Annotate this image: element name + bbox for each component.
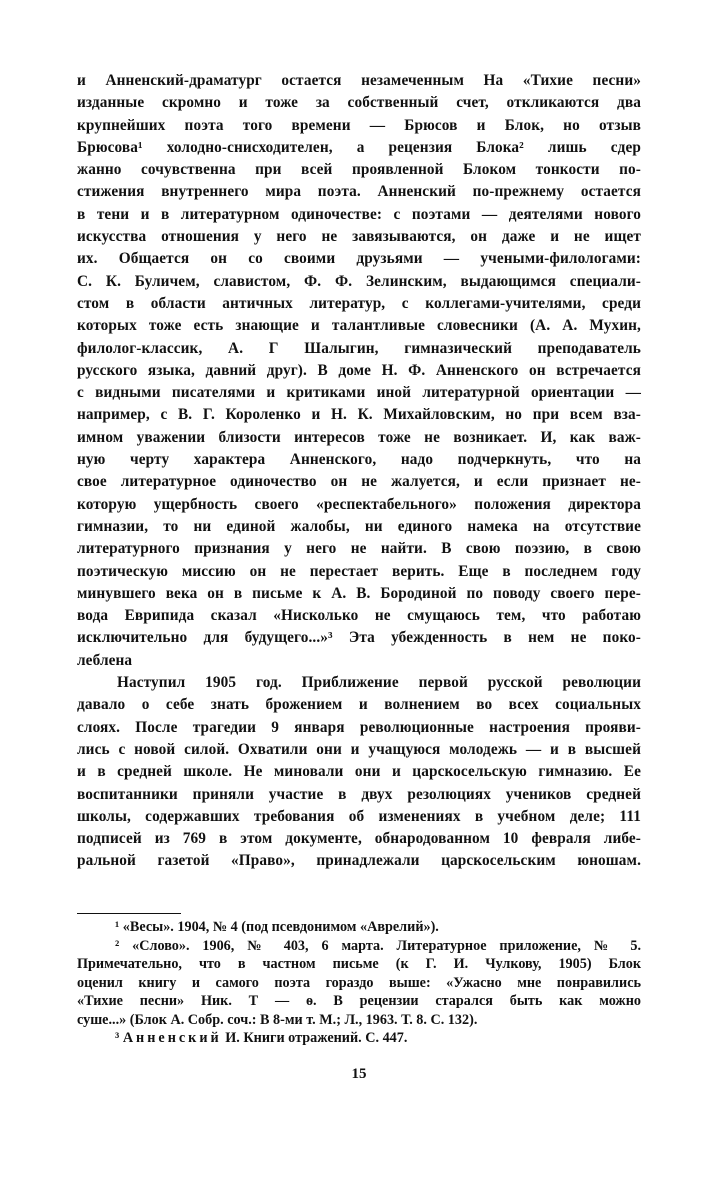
text-line: С. К. Буличем, славистом, Ф. Ф. Зелинским, выдающимся специали-: [77, 272, 641, 290]
text-line: в тени и в литературном одиночестве: с поэтами — деятелями нового: [77, 205, 641, 223]
text-line: поэтическую миссию он не перестает верить. Еще в последнем году: [77, 562, 641, 580]
paragraph-1: [77, 70, 641, 672]
main-text: [77, 70, 641, 873]
paragraph-2: [77, 672, 641, 873]
text-line: русского языка, давний друг). В доме Н. Ф. Анненского он встречается: [77, 361, 641, 379]
text-line: и в средней школе. Не миновали они и царскосельскую гимназию. Ее: [77, 763, 641, 781]
page-body: [77, 70, 641, 873]
text-line: свое литературное одиночество он не жалуется, и если признает не-: [77, 473, 641, 491]
text-line: литературного признания у него не найти. В свою поэзию, в свою: [77, 540, 641, 558]
text-line: стижения внутреннего мира поэта. Анненский по-прежнему остается: [77, 183, 641, 201]
text-line: например, с В. Г. Короленко и Н. К. Михайловским, но при всем вза-: [77, 406, 641, 424]
footnote-2-line: оценил книгу и самого поэта гораздо выше: «Ужасно мне понравились: [77, 974, 641, 991]
text-line: вода Еврипида сказал «Нисколько не смущаюсь тем, что работаю: [77, 607, 641, 625]
text-line: искусства отношения у него не завязываются, он даже и не ищет: [77, 228, 641, 246]
footnote-3-number: ³: [115, 1030, 120, 1046]
footnote-3-text: И. Книги отражений. С. 447.: [225, 1030, 408, 1046]
text-line: жанно сочувственна при всей проявленной Блоком тонкости по-: [77, 161, 641, 179]
text-line: изданные скромно и тоже за собственный счет, откликаются два: [77, 94, 641, 112]
text-line: стом в области античных литератур, с коллегами-учителями, среди: [77, 294, 641, 312]
footnote-2-line: Примечательно, что в частном письме (к Г. И. Чулкову, 1905) Блок: [77, 956, 641, 972]
footnote-2-line: «Тихие песни» Ник. Т — ѳ. В рецензии старался быть как можно: [77, 993, 641, 1009]
footnotes: [77, 918, 641, 1048]
text-line: и Анненский-драматург остается незамеченным На «Тихие песни»: [77, 72, 641, 89]
page-number: 15: [351, 1066, 367, 1082]
footnote-3: [77, 1029, 641, 1048]
text-line: леблена: [77, 651, 133, 669]
text-line: давало о себе знать брожением и волнением во всех социальных: [77, 696, 641, 714]
text-line: с видными писателями и критиками иной литературной ориентации —: [77, 384, 641, 402]
text-line: лись с новой силой. Охватили они и учащуюся молодежь — и в высшей: [77, 740, 641, 758]
footnote-2-line: суше...» (Блок А. Собр. соч.: В 8-ми т. М.; Л., 1963. Т. 8. С. 132).: [77, 1011, 478, 1028]
text-line: подписей из 769 в этом документе, обнародованном 10 февраля либе-: [77, 830, 641, 848]
text-line: ральной газетой «Право», принадлежали царскосельским юношам.: [77, 852, 641, 870]
footnote-separator: [77, 913, 181, 914]
text-line: гимназии, то ни единой жалобы, ни единого намека на отсутствие: [77, 517, 641, 535]
text-line: воспитанники приняли участие в двух резолюциях учеников средней: [77, 785, 641, 803]
text-line: минувшего века он в письме к А. В. Бородиной по поводу своего пере-: [77, 584, 641, 602]
text-line: филолог-классик, А. Г Шалыгин, гимназический преподаватель: [77, 339, 641, 357]
text-line: их. Общается он со своими друзьями — учеными-филологами:: [77, 250, 641, 268]
text-line: которую ущербность своего «респектабельного» положения директора: [77, 495, 641, 513]
text-line: Брюсова¹ холодно-снисходителен, а рецензия Блока² лишь сдер: [77, 138, 641, 156]
footnote-3-author: Анненский: [122, 1030, 222, 1046]
footnote-1: ¹ «Весы». 1904, № 4 (под псевдонимом «Аврелий»).: [115, 919, 439, 935]
text-line: школы, содержавших требования об изменениях в учебном деле; 111: [77, 807, 641, 825]
text-line: исключительно для будущего...»³ Эта убежденность в нем не поко-: [77, 629, 641, 647]
text-line: имном уважении близости интересов тоже не возникает. И, как важ-: [77, 428, 641, 446]
footnote-2-line: ² «Слово». 1906, № 403, 6 марта. Литературное приложение, № 5.: [115, 937, 641, 954]
text-line: ную черту характера Анненского, надо подчеркнуть, что на: [77, 451, 641, 469]
text-line: крупнейших поэта того времени — Брюсов и Блок, но отзыв: [77, 116, 641, 134]
text-line: слоях. После трагедии 9 января революционные настроения прояви-: [77, 718, 641, 736]
text-line: которых тоже есть знающие и талантливые словесники (А. А. Мухин,: [77, 317, 641, 335]
text-line: Наступил 1905 год. Приближение первой русской революции: [117, 674, 641, 692]
